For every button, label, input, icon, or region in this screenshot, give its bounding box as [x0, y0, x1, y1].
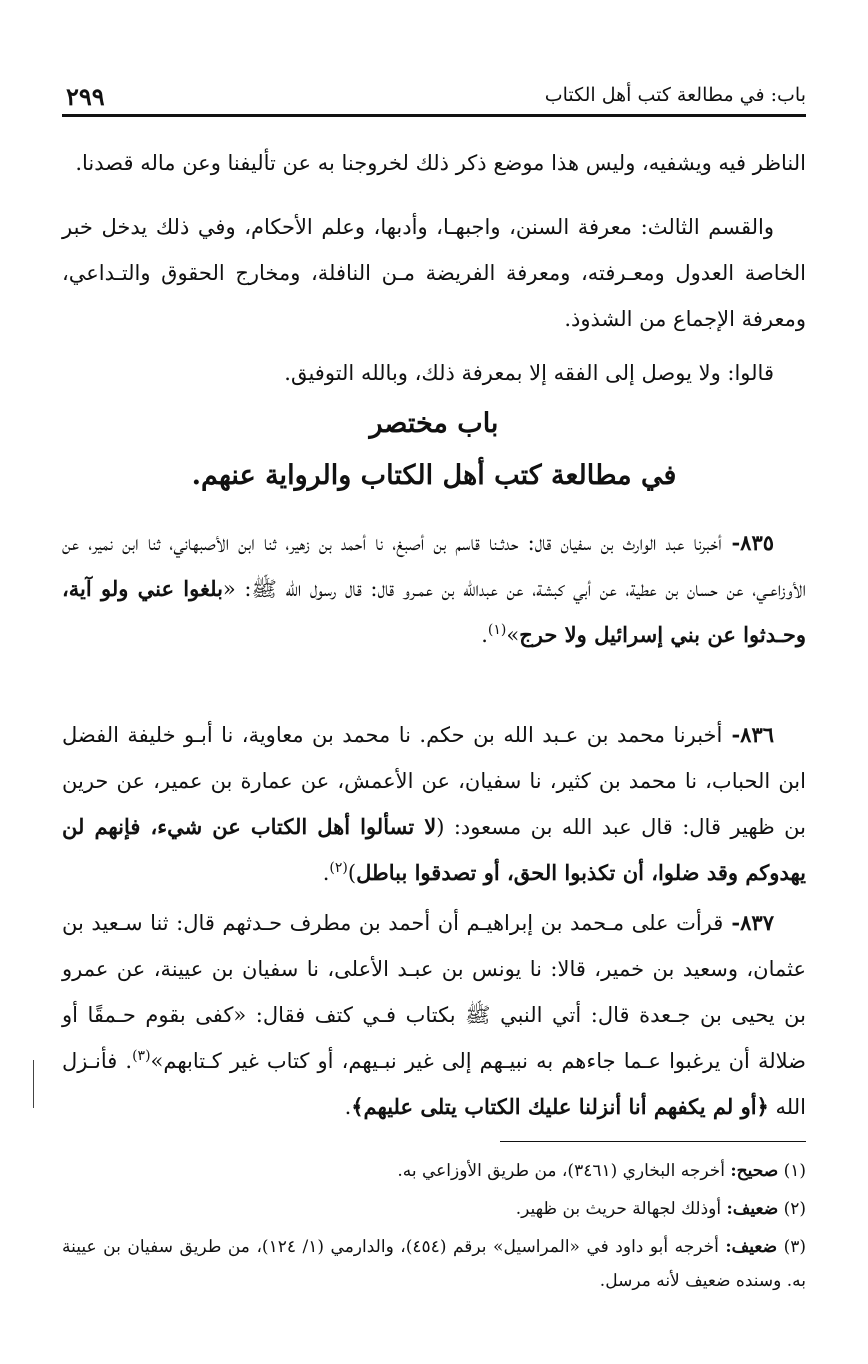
hadith-text: قرأت على مـحمد بن إبراهيـم أن أحمد بن مطرف حـدثهم قال: ثنا سـعيد بن عثمان، وسعيد بن خمير، قالا: نا يونس بن عبـد الأعلى، نا سفيان بن عيينة، عن عمرو بن يحيى بن جـعدة قال: أتي النبي ﷺ بكتاب فـي كتف فقال: «كفى بقوم حـمقًا أو ضلالة أن يرغبوا عـما جاءهم به نبيـهم إلى غير نبـيهم، أو كتاب غير كـتابهم» [62, 911, 806, 1073]
hadith-number: ٨٣٦- [722, 722, 775, 747]
hadith-number: ٨٣٥- [721, 530, 775, 555]
footnote-ref: (١) [487, 622, 507, 638]
hadith-836 [62, 712, 806, 896]
footnote-text: أخرجه البخاري (٣٤٦١)، من طريق الأوزاعي به. [397, 1161, 731, 1181]
paragraph-conclusion [62, 350, 806, 396]
footnote-grade: ضعيف: [725, 1237, 778, 1257]
hadith-837 [62, 900, 806, 1130]
footnote-text: أوذلك لجهالة حريث بن ظهير. [515, 1199, 727, 1219]
hadith-text: أخبرنا محمد بن عـبد الله بن حكم. نا محمد بن معاوية، نا أبـو خليفة الفضل ابن الحباب، نا محمد بن كثير، نا سفيان، عن الأعمش، عن عمارة بن عمير، عن حرين بن ظهير قال: قال عبد الله بن مسعود: ( [62, 723, 806, 839]
paragraph-text: الناظر فيه ويشفيه، وليس هذا موضع ذكر ذلك لخروجنا به عن تأليفنا وعن ماله قصدنا. [75, 151, 806, 175]
paragraph-text: قالوا: ولا يوصل إلى الفقه إلا بمعرفة ذلك، وبالله التوفيق. [284, 361, 774, 385]
footnote-1 [62, 1154, 806, 1188]
hadith-text: أخبرنا عبد الوارث بن سفيان قال: حدثـنا قاسم بن أصبغ، نا أحمد بن زهير، ثنا ابن الأصبهاني، ثنا ابن نمير، عن الأوزاعـي، عن حسان بن عطية، عن أبي كبشة، عن عبدالله بن عمـرو قال: قال رسول الله ﷺ: « [62, 531, 806, 601]
hadith-number: ٨٣٧- [723, 910, 774, 935]
margin-mark [33, 1060, 34, 1108]
hadith-close-quote: » [506, 623, 520, 647]
chapter-title-line-1: باب مختصر [369, 408, 499, 439]
page-number: ٢٩٩ [66, 82, 105, 111]
quran-verse: ﴿أو لم يكفهم أنا أنزلنا عليك الكتاب يتلى عليهم﴾ [351, 1094, 769, 1119]
footnote-number: (١) [778, 1161, 806, 1181]
hadith-mid: . فأنـزل الله [62, 1049, 806, 1119]
footnote-3 [62, 1230, 806, 1298]
paragraph-third-section [62, 204, 806, 342]
hadith-bold-text: لا تسألوا أهل الكتاب عن شيء، فإنهم لن يهدوكم وقد ضلوا، أن تكذبوا الحق، أو تصدقوا بباطل [62, 814, 806, 885]
footnote-ref: (٣) [132, 1048, 151, 1064]
footnote-text: أخرجه أبو داود في «المراسيل» برقم (٤٥٤)، والدارمي (١/ ١٢٤)، من طريق سفيان بن عيينة به. وسنده ضعيف لأنه مرسل. [62, 1237, 806, 1291]
chapter-title-line-2: في مطالعة كتب أهل الكتاب والرواية عنهم. [191, 460, 677, 491]
footnote-number: (٢) [778, 1199, 806, 1219]
footnote-separator [500, 1141, 806, 1142]
paragraph-text: والقسم الثالث: معرفة السنن، واجبهـا، وأدبها، وعلم الأحكام، وفي ذلك يدخل خبر الخاصة العدول ومعـرفته، ومعرفة الفريضة مـن النافلة، ومخارج الحقوق والتـداعي، ومعرفة الإجماع من الشذوذ. [62, 215, 806, 331]
footnote-grade: ضعيف: [726, 1199, 779, 1219]
hadith-835 [62, 520, 806, 658]
page-header [62, 78, 806, 117]
running-title: باب: في مطالعة كتب أهل الكتاب [544, 84, 806, 106]
hadith-close-quote: ) [347, 861, 357, 885]
paragraph-continuation [62, 140, 806, 186]
footnote-2 [62, 1192, 806, 1226]
hadith-end: . [344, 1095, 352, 1119]
footnote-grade: صحيح: [730, 1161, 779, 1181]
footnote-number: (٣) [777, 1237, 806, 1257]
hadith-bold-text: بلغوا عني ولو آية، وحـدثوا عن بني إسرائيل ولا حرج [62, 576, 806, 647]
hadith-end: . [322, 861, 330, 885]
footnote-ref: (٢) [329, 860, 348, 876]
hadith-end: . [481, 623, 488, 647]
